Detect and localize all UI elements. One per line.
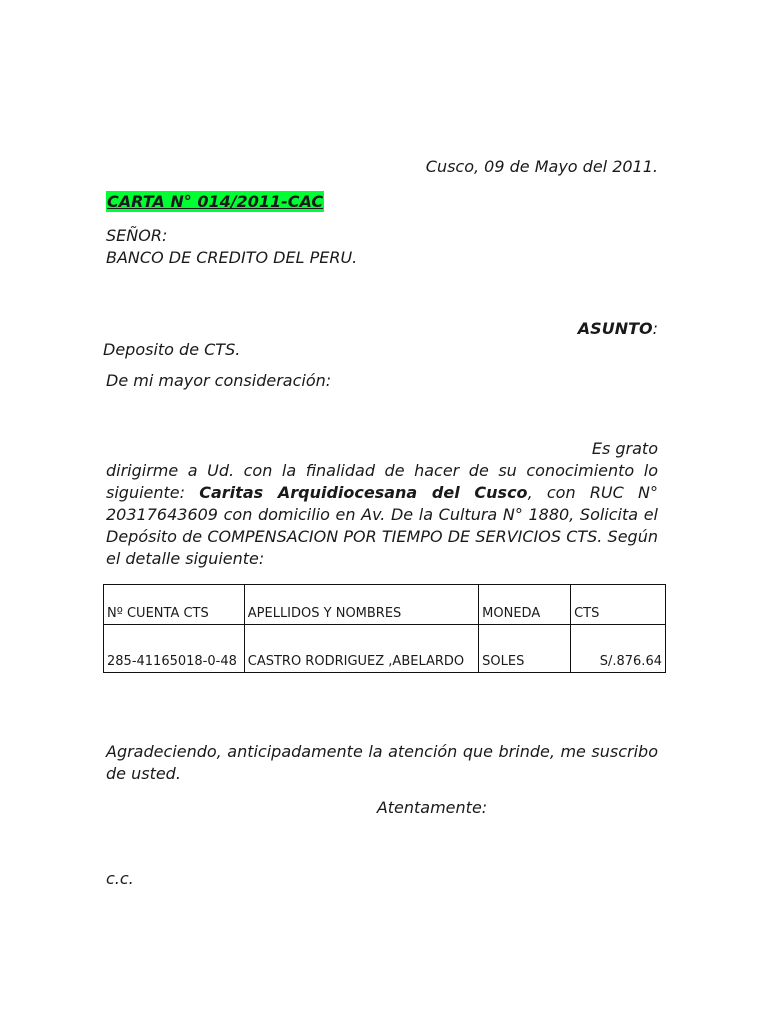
carbon-copy: c.c. <box>106 869 134 888</box>
organization-name: Caritas Arquidiocesana del Cusco <box>199 483 528 502</box>
closing-paragraph: Agradeciendo, anticipadamente la atención que brinde, me suscribo de usted. <box>106 742 658 783</box>
header-cts: CTS <box>571 585 666 625</box>
body-text-2: , con RUC N° 20317643609 con domicilio en Av. De la Cultura N° 1880, Solicita el Depósito de COMPENSACION POR TIEMPO DE SERVICIOS CTS. Según el detalle siguiente: <box>106 483 659 568</box>
cell-amount: S/.876.64 <box>571 625 666 673</box>
greeting: De mi mayor consideración: <box>106 371 332 390</box>
header-name: APELLIDOS Y NOMBRES <box>244 585 478 625</box>
subject-heading <box>106 318 658 340</box>
cell-account: 285-41165018-0-48 <box>104 625 245 673</box>
subject-text: Deposito de CTS. <box>103 340 241 359</box>
body-paragraph <box>106 438 658 570</box>
cell-currency: SOLES <box>479 625 571 673</box>
header-account: Nº CUENTA CTS <box>104 585 245 625</box>
salutation: SEÑOR: <box>106 226 168 245</box>
table-row <box>104 625 666 673</box>
subject-label: ASUNTO <box>577 319 653 338</box>
subject-colon: : <box>652 319 658 338</box>
cell-name: CASTRO RODRIGUEZ ,ABELARDO <box>244 625 478 673</box>
letter-number: CARTA N° 014/2011-CAC <box>107 192 324 211</box>
body-text-1: dirigirme a Ud. con la finalidad de hacer de su conocimiento lo siguiente: <box>106 461 658 502</box>
header-currency: MONEDA <box>479 585 571 625</box>
cts-table <box>103 584 666 673</box>
body-opening: Es grato <box>591 439 658 458</box>
sign-off: Atentamente: <box>376 798 488 817</box>
table-header-row <box>104 585 666 625</box>
recipient: BANCO DE CREDITO DEL PERU. <box>106 248 358 267</box>
letter-date: Cusco, 09 de Mayo del 2011. <box>425 157 658 176</box>
